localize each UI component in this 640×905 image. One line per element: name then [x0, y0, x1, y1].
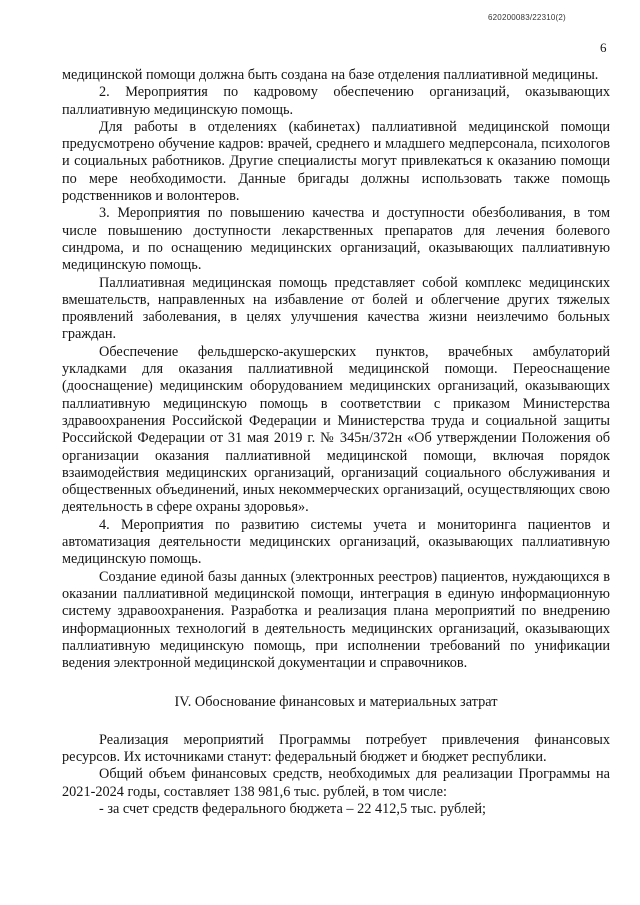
paragraph: Обеспечение фельдшерско-акушерских пунктов, врачебных амбулаторий укладками для оказания паллиативной медицинской помощи. Переоснащение (дооснащение) медицинским оборудованием медицинских организаций, оказывающих паллиативную медицинскую помощь в соответствии с приказом Министерства здравоохранения Российской Федерации и Министерства труда и социальной защиты Российской Федерации от 31 мая 2019 г. № 345н/372н «Об утверждении Положения об организации оказания паллиативной медицинской помощи, включая порядок взаимодействия медицинских организаций, организаций социального обслуживания и общественных объединений, иных некоммерческих организаций, осуществляющих свою деятельность в сфере охраны здоровья». [62, 343, 610, 516]
document-body [62, 67, 610, 818]
document-code: 620200083/22310(2) [488, 13, 566, 22]
paragraph: Для работы в отделениях (кабинетах) паллиативной медицинской помощи предусмотрено обучение кадров: врачей, среднего и младшего медперсонала, психологов и социальных работников. Другие специалисты могут привлекаться к оказанию помощи по мере необходимости. Данные бригады должны использовать также помощь родственников и волонтеров. [62, 118, 610, 205]
paragraph: Общий объем финансовых средств, необходимых для реализации Программы на 2021-2024 годы, составляет 138 981,6 тыс. рублей, в том числе: [62, 766, 610, 800]
paragraph: Создание единой базы данных (электронных реестров) пациентов, нуждающихся в оказании паллиативной медицинской помощи, интеграция в единую информационную систему здравоохранения. Разработка и реализация плана мероприятий по внедрению информационных технологий в деятельность медицинских организаций, оказывающих паллиативную медицинскую помощь, при исполнении требований по унификации ведения электронной медицинской документации и справочников. [62, 568, 610, 672]
page-number: 6 [600, 40, 607, 55]
section-heading: IV. Обоснование финансовых и материальных затрат [174, 694, 498, 711]
paragraph: Реализация мероприятий Программы потребует привлечения финансовых ресурсов. Их источниками станут: федеральный бюджет и бюджет республики. [62, 731, 610, 765]
paragraph: 3. Мероприятия по повышению качества и доступности обезболивания, в том числе повышению доступности лекарственных препаратов для лечения болевого синдрома, и по оснащению медицинских организаций, оказывающих паллиативную медицинскую помощь. [62, 205, 610, 274]
list-item: - за счет средств федерального бюджета – 22 412,5 тыс. рублей; [99, 800, 487, 817]
paragraph: Паллиативная медицинская помощь представляет собой комплекс медицинских вмешательств, направленных на избавление от болей и облегчение других тяжелых проявлений заболевания, в целях улучшения качества жизни неизлечимо больных граждан. [62, 274, 610, 343]
paragraph: 4. Мероприятия по развитию системы учета и мониторинга пациентов и автоматизация деятельности медицинских организаций, оказывающих паллиативную медицинскую помощь. [62, 516, 610, 568]
paragraph: 2. Мероприятия по кадровому обеспечению организаций, оказывающих паллиативную медицинскую помощь. [62, 84, 610, 118]
paragraph: медицинской помощи должна быть создана на базе отделения паллиативной медицины. [62, 67, 599, 83]
